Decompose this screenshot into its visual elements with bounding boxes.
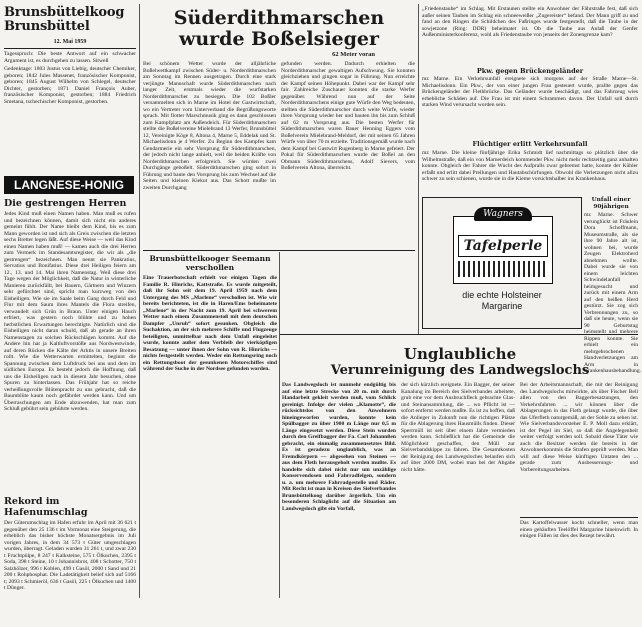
landwegsloch-col3: Bei der Arbeitsmannschaft, die mit der Reinigung des Landwegslochs mitwirkte, als über Fischer Bell allen von den Baggerbesatzungen, den Verkehrsfahrten ... wir können über die Ablagerungen in das Fleth gelangt wurde, die über das Uferfleth naturgemäß, an der Sohle zu sehen ist. Wie Sielverbandsvorsteher E. P. Moll dazu erklärt, ist der Pegel im Siel, so daß die Angelegenheit weiter verfolgt werden soll. Sobald diese Täter wie auch die Besitzer werden die bereits in der Anwohnerkonntnis die Strafen geprüft werden. Man will auf diese Weise künftigen Untaten den ... gerade zum Ausbesserungs- und Vorbereitungsarbeiten. bbox=[520, 382, 638, 473]
tagesspruch: Tagesspruch: Die beste Antwort auf ein schwacher Argument ist, es durchgehen zu lassen. Sitwell bbox=[4, 51, 136, 64]
ad-product-name: Tafelperle bbox=[458, 235, 548, 257]
seemann-headline-1: Brunsbüttelkooger Seemann bbox=[149, 254, 271, 263]
boessel-story bbox=[143, 0, 415, 229]
pkw-article: mz Marne. Ein Verkehrsunfall ereignete sich morgens auf der Straße Marne—St. Michaelisdonn. Ein Pkw., der von einer jungen Frau gesteuert wurde, prallte gegen das Brückengeländer der Flethbrücke. Das Geländer wurde beschädigt, und das Fahrzeug wies erhebliche Schäden auf. Die Frau ist mit einem Schrammen davon. Der Unfall soll durch starken Wind verursacht worden sein. bbox=[422, 76, 638, 108]
tafelperle-advertisement bbox=[422, 197, 582, 329]
ad-line-2: Margarine bbox=[481, 301, 523, 311]
masthead bbox=[4, 6, 136, 34]
divider bbox=[280, 334, 638, 335]
boessel-text-col1: Bei schönem Wetter wurde der alljährliche Boßelwettkampf zwischen Süder- u. Norderdithmarschen am Sonntag im Rennen ausgetragen. Durch eine stark verjüngte Mannschaft wurde Süderdithmarschen nach langer Zeit, erstmals wieder die wurfstarken Norderdithmarscher zu besiegen. Die 102 Boßler versammelten sich in Marne im Hotel der Gastwirtschaft, wo ein Vertreter vom Unterverband die Begrüßungsworte sprach. Mit flotter Marschmusik ging es dann geschlossen zum Kampfplatz am Außendeich. Für Süderdithmarschen stellte die Boßelvereine Mielebrand 13 Werfer, Brunsbüttel 12, Vereinigte Köge 8, Altona 4, Marne 5, Eddelak und St. Michaelisdonn je 4 Werfer. Zu Beginn des Kampfes kam Gendarmerie ein sehr Vorsprung für Süderdithmarschen, der jedoch nicht lange anhielt, weil die beiden Kräfte von Norderdithmarschen erfolgreich. Sie würden zwei Durchgänge geboßelt. Süderdithmarschen ging sofort in Führung und baute den Vorsprung bis zum Wechsel auf die Seiten und kleinen Kiekut aus. Das Schott mußte im zweiten Durchgang bbox=[143, 61, 276, 191]
rekord-article: Der Güterumschlag im Hafen erfuhr im April mit 36 621 t gegenüber den 25 136 t im Vormonat eine Steigerung, die erheblich das bisher höchste Monatsergebnis im Juli vorigen Jahres, in dem 34 573 t Güter umgeschlagen wurden, überragt. Geladen wurden 31 261 t, und zwar 230 t Fruchtpülpe, 8 247 t Kalksteine, 575 t Ölkuchen, 2395 t Soda, 398 t Steine, 10 t Johannisbrot, 408 t Schotter, 750 t Salzhölzer, 996 t Koblen, 499 t Gasöl, 2000 t Sand und 21 200 t Rohphosphat. Die Ladetätigkeit belief sich auf 5166 t; 2093 t Schmieröl, 636 t Gasöl, 225 t Ölkuchen und 1400 t Dünger. bbox=[4, 520, 136, 591]
masthead-title-1: Brunsbüttelkoog bbox=[4, 5, 125, 20]
package-stripes bbox=[458, 261, 546, 277]
column-rule bbox=[418, 4, 419, 334]
friedenstaube-note: „Friedenstaube“ im Schlag. Mit Erstaunen stellte ein Anwohner der Fährstraße fest, daß sich außer seinen Tauben im Schlag ein schneeweißer „Zugereister“ befand. Der Mann griff zu und fand an den Ringen die Schildchen des Fußringes wurde festgestellt, daß die Taube in der sowjetzone (Ring: DDR) beheimatet ist. Ob die Taube aus Anlaß der Genfer Außenministerkonferenz, wohl als Friedenstaube von jenseits der Zonengrenze kam? bbox=[422, 6, 638, 38]
divider bbox=[4, 48, 136, 49]
fluchtig-article: mz Marne. Die kleine fünfjährige Erika Schmidt lief nachmittags so plötzlich über die Wilhelmstraße, daß ein von Marnerdeich kommender Pkw. nicht mehr rechtzeitig ganz anhalten konnte. Obgleich der Fahrer die Wucht des Aufpralls zwar gebremst hatte, konnte der Kühler erfaßt und erlitt dabei Prellungen und Hautabschürfungen. Obwohl die Verletzungen nicht allzu schwer zu sein schienen, wurde sie in die Kieme vorsichtshalber ins Krankenhaus. bbox=[422, 150, 638, 182]
ad-line-1: die echte Holsteiner bbox=[462, 290, 542, 300]
kartoffel-tip: Das Kartoffelwasser kocht schneller, wenn man einen gehäuften Teelöffel Margarine hineinwirft. In einigen Fällen ist dies des Rezept bewährt. bbox=[520, 520, 638, 539]
rekord-headline: Rekord im Hafenumschlag bbox=[4, 496, 88, 518]
margarine-package bbox=[453, 209, 553, 284]
landwegsloch-story bbox=[282, 346, 638, 554]
column-rule bbox=[279, 252, 280, 598]
column-rule bbox=[139, 4, 140, 598]
seemann-headline-2: verschollen bbox=[185, 263, 235, 272]
boessel-headline-2: wurde Boßelsieger bbox=[178, 28, 380, 50]
ad-caption bbox=[423, 290, 581, 312]
unfall-headline: Unfall einer 90jährigen bbox=[591, 197, 631, 210]
divider bbox=[143, 250, 415, 251]
unfall-story bbox=[584, 197, 642, 374]
fluchtig-headline: Flüchtiger erlitt Verkehrsunfall bbox=[472, 140, 588, 148]
boessel-columns bbox=[143, 61, 415, 229]
landwegsloch-headline-2: Verunreinigung des Landwegslochs bbox=[330, 363, 590, 378]
landwegsloch-col2: der sich kürzlich ereignete. Ein Bagger, der seiner Kanalung im Bereich des Sielverbandes arbeitete, grub eine vor dem Ausbruchfleck gebrachte Glas- und Steinansammlung, die ... wo Pflicht ist — sofort entfernt werden mußte. Es ist zu hoffen, daß die Anlieger in Zukunft nun die richtigen Plätze für die Ablagerung ihres Hausmülls finden. Dieser Sperrmüll ist seit über einem Jahre vermieden werden kann. Schließlich hat die Gemeinde die Möglichkeit geschaffen, den Müll zur Sielverbandskippe zu fahren. Die Gesamtkosten der Reinigung des Landwegsloches belaufen sich auf über 2000 DM, wobei man bei der Abgabe nicht hätte. bbox=[401, 382, 515, 473]
left-column-lower bbox=[4, 198, 136, 627]
boessel-headline-1: Süderdithmarschen bbox=[173, 7, 385, 29]
landwegsloch-columns bbox=[282, 382, 638, 554]
right-column bbox=[422, 6, 638, 128]
pkw-headline: Pkw. gegen Brückengeländer bbox=[476, 67, 584, 75]
landwegsloch-col3-wrap bbox=[520, 382, 638, 554]
landwegsloch-col1: Das Landwegsloch ist nunmehr endgültig bis auf eine letzte Strecke von 20 m. mit durch Handarbeit gekleit werden muß, vom Schlick gereinigt. Infolge der vielen „Klamotte“, die rücksichtslos von den Anwohnern hineingeworfen wurden, konnte kein Spülbagger zu über 1900 m Länge nur 0,5 m Länge eingesetzt werden. Diese Stein wurden durch den Greifbagger der Fa. Carl Johannßen gebracht, ein einmalig zusammensetztes Bild. Es ist geradezu unglaublich, was an Fremdkörpern — abgesehen von Steinen — aus dem Fleth herausgeholt werden mußte. Es handelte sich dabei nicht nur um unzählige Konservendosen und Fahrradfelgen, sondern u. a. um mehrere Fahrradgestelle und Räder. Mit Recht ist man in Kreisen des Sielverbandes Brunsbüttelkoog darüber ärgerlich. Um ein besonderen Schlaglicht auf die Situation am Landwegsloch gibt ein Vorfall, bbox=[282, 382, 396, 512]
unfall-article: mz Marne. Schwer verunglückt ist Fräulein Dora Schoffmann, Museumstraße, als sie ihre 90 Jahre alt ist, wohnen bei, wurde Zeugen Elektroherd abnehmen wollte. Dabei wurde sie von einem leichten Schwindelanfall heimgesucht und zurück mit einem Arm auf den heißen Herd gestürzt. Sie zog sich Verbrennungen zu, so daß sie heute, wenn sie 90 Geburtstag heimstellt und mehrere Rippen konnte. Sie erhielt ein mehrgebrochenen Handverletzungen am Arm in Krankenhausbehandlung. bbox=[584, 212, 642, 374]
fluchtig-column bbox=[422, 140, 638, 149]
boessel-text-col2: gefunden werden. Dadurch erhielten die Norderdithmarscher gewaltigen Aufschwung. Sie konnten gleichziehen und gingen sogar in Führung. Nun erreichte der Kampf seinen Höhepunkt. Dabei war der Kampf sehr fair. Zahlreiche Zuschauer konnten die starke Werfer gegenüber. Während nun auf der Seite Norderdithmarschens einige gute Würfe den Weg bedeuten, stellten die Süderdithmarscher durch weite Würfe, wieder ihren Vorsprung wieder her und bauten ihn bis zum Schluß auf 62 m Vorsprung aus. Die besten Werfer für Süderdithmarschen waren Bauer Henning Eggers vom Boßelverein Mielebrand-Meldorf, der mit seinen 65 Jahren Würfe von über 70 m erzielte. Traditionsgemäß wurde nach dem Kampf bei Gastwirt Rugenberg in Marne gefeiert. Der Pokal für Süderdithmarschen wurde der Boßel an den Obmann Süderdithmarschens, Adolf Sievers, vom Boßelverein Altona, überreicht. bbox=[281, 61, 415, 171]
issue-date: 12. Mai 1959 bbox=[53, 39, 87, 45]
langnese-honig-banner: LANGNESE-HONIG bbox=[4, 176, 134, 194]
gestrengen-headline: Die gestrengen Herren bbox=[4, 198, 127, 209]
seemann-story bbox=[143, 254, 277, 399]
gedenktage: Gedenktage: 1803 Justus von Liebig, deutscher Chemiker, geboren; 1842 Jules Massenet, französischer Komponist, geboren; 1845 August Wilhelm von Schlegel, deutscher Dichter, gestorben; 1871 Daniel François Auber, französischer Komponist, gestorben; 1884 Friedrich Smetana, tschechischer Komponist, gestorben. bbox=[4, 66, 136, 105]
ad-brand: Wagners bbox=[474, 207, 532, 221]
masthead-title-2: Brunsbüttel bbox=[4, 19, 90, 34]
left-column bbox=[4, 0, 136, 107]
boessel-subhead: 62 Meter voran bbox=[332, 51, 375, 58]
seemann-article: Eine Trauerbotschaft erhielt vor einigen Tagen die Familie R. Hinrichs, Kattstraße. Es wurde mitgeteilt, daß ihr Sohn seit dem 19. April 1959 nach dem Untergang des MS „Marlene“ verschollen ist. Wie wir bereits berichteten, ist die in Haren/Ems beheimatete „Marlene“ in der Nacht zum 19. April bei schwerem Wetter nach einem Zusammenstoß mit dem deutschen Dampfer „Unruh“ sofort gesunken. Obgleich die Suchaktion, an der sich mehrere Schiffe und Flugzeuge beteiligten, unmittelbar nach dem Unfall eingeleitet wurde, konnte außer dem Verbleib der vierköpfigen Besatzung — unter ihnen der Sohn von R. Hinrichs — nichts festgestellt werden. Weder ein Rettungsring noch ein Rettungsboot der gesunkenen Motorschiffes sind während der Suche in der Nordsee gefunden worden. bbox=[143, 275, 277, 372]
gestrengen-article: Jedes Kind muß einen Namen haben. Man muß es rufen und bezeichnen können, damit sich nicht ein anderes gemeint fühlt. Der Name bleibt dem Kind, bis es zum Mann geworden ist und sich als Greis zwischen die letzten sechs Bretter legen läßt. Auf diese Weise — weil das Kind einen Namen haben muß! — kamen auch die drei Herren zum Vermerk im Standesamtsregister, die wir als „die gestrengen“ bezeichnen. Man nennt sie Pankratius, Servatius und Bonifatius. Diese drei Heiligen feiern am 12., 13. und 14. Mai ihren Namenstag. Weil diese drei Tage wegen der Möglichkeit, daß die Natur in winterliche Manieren zurückfällt, bei Bauern, Gärtnern und Winzern sehr gefürchtet sind, spricht man kurzweg von den Eisheiligen. Wie sie im Saale beim Gang durch Feld und Flur mit dem Saum ihres Mantels die Flora streifen, verwandelt sich Grün in Braun. Unter einigen Hauch erfriert, was gestern noch blühte und zu hohen herbstlichen Erwartungen berechtigte. Natürlich sind die Eisheiligen nicht daran schuld, daß ab gerade an ihren Namenstagen zu solchen Rückschlägen kommt. Auf die Andere hin hat ja Kaltluftvorstöße aus Nordwestwinde, auf deren Rücken die Kälte der Arktis in unsere Breiten rollt. Wie die Wetterwarten ermittelten, beginnt die Spannung zwischen dem Luftdruck bei uns und dem im südlichen Europa. Es besteht jedoch die Hoffnung, daß uns die Eisheiligen nach in diesem Jahr besuchen, ohne Spuren zu hinterlassen. Das Frühjahr hat so reiche verheißungsvolle Blütenpracht zu uns gebracht, daß die Baumblüte kaum noch gefährdet werden kann. Und um Überraschungen am Ende abzuwenden, hat man zum Schluß gebührt sein gebührte werden. bbox=[4, 211, 136, 412]
divider bbox=[520, 517, 638, 518]
landwegsloch-headline-1: Unglaubliche bbox=[403, 345, 517, 363]
